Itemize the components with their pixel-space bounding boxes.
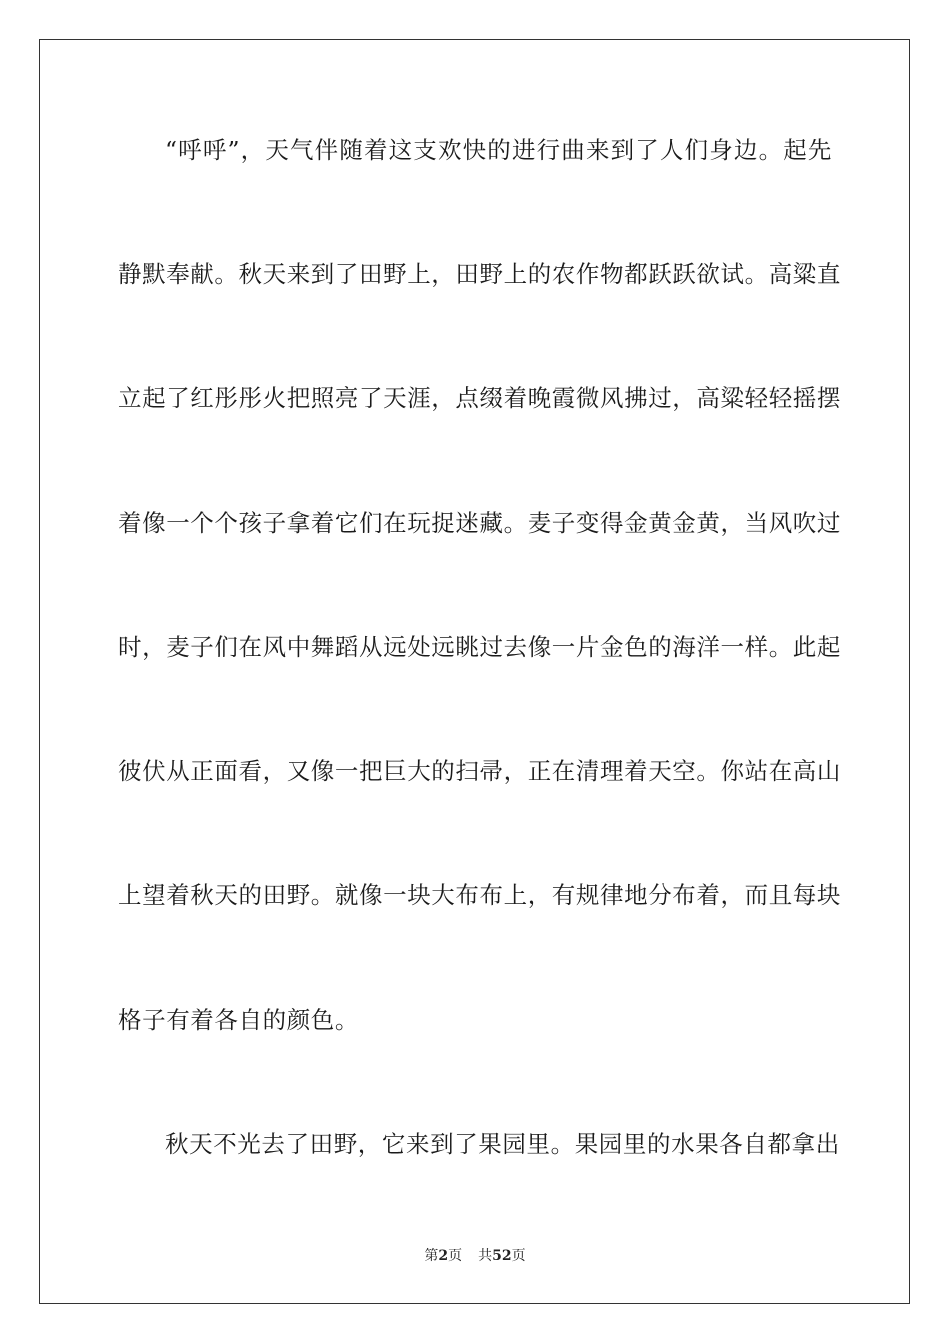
paragraph-line-1: “呼呼”，天气伴随着这支欢快的进行曲来到了人们身边。起先 xyxy=(165,136,832,164)
paragraph-line-9: 秋天不光去了田野，它来到了果园里。果园里的水果各自都拿出 xyxy=(165,1130,840,1158)
footer-total-prefix: 共 xyxy=(478,1248,493,1264)
page-border xyxy=(39,39,910,1304)
paragraph-line-3: 立起了红彤彤火把照亮了天涯，点缀着晚霞微风拂过，高粱轻轻摇摆 xyxy=(118,384,841,412)
paragraph-line-6: 彼伏从正面看，又像一把巨大的扫帚，正在清理着天空。你站在高山 xyxy=(118,757,841,785)
footer-page-prefix: 第 xyxy=(424,1248,439,1264)
footer-page-number: 2 xyxy=(438,1248,449,1264)
paragraph-line-7: 上望着秋天的田野。就像一块大布布上，有规律地分布着，而且每块 xyxy=(118,881,841,909)
footer-page-suffix: 页 xyxy=(448,1248,463,1264)
footer-total-pages: 52 xyxy=(492,1248,512,1264)
paragraph-line-4: 着像一个个孩子拿着它们在玩捉迷藏。麦子变得金黄金黄，当风吹过 xyxy=(118,509,841,537)
page-footer xyxy=(0,1245,950,1265)
paragraph-line-5: 时，麦子们在风中舞蹈从远处远眺过去像一片金色的海洋一样。此起 xyxy=(118,633,841,661)
footer-total-suffix: 页 xyxy=(511,1248,526,1264)
paragraph-line-8: 格子有着各自的颜色。 xyxy=(118,1006,359,1034)
paragraph-line-2: 静默奉献。秋天来到了田野上，田野上的农作物都跃跃欲试。高粱直 xyxy=(118,260,841,288)
